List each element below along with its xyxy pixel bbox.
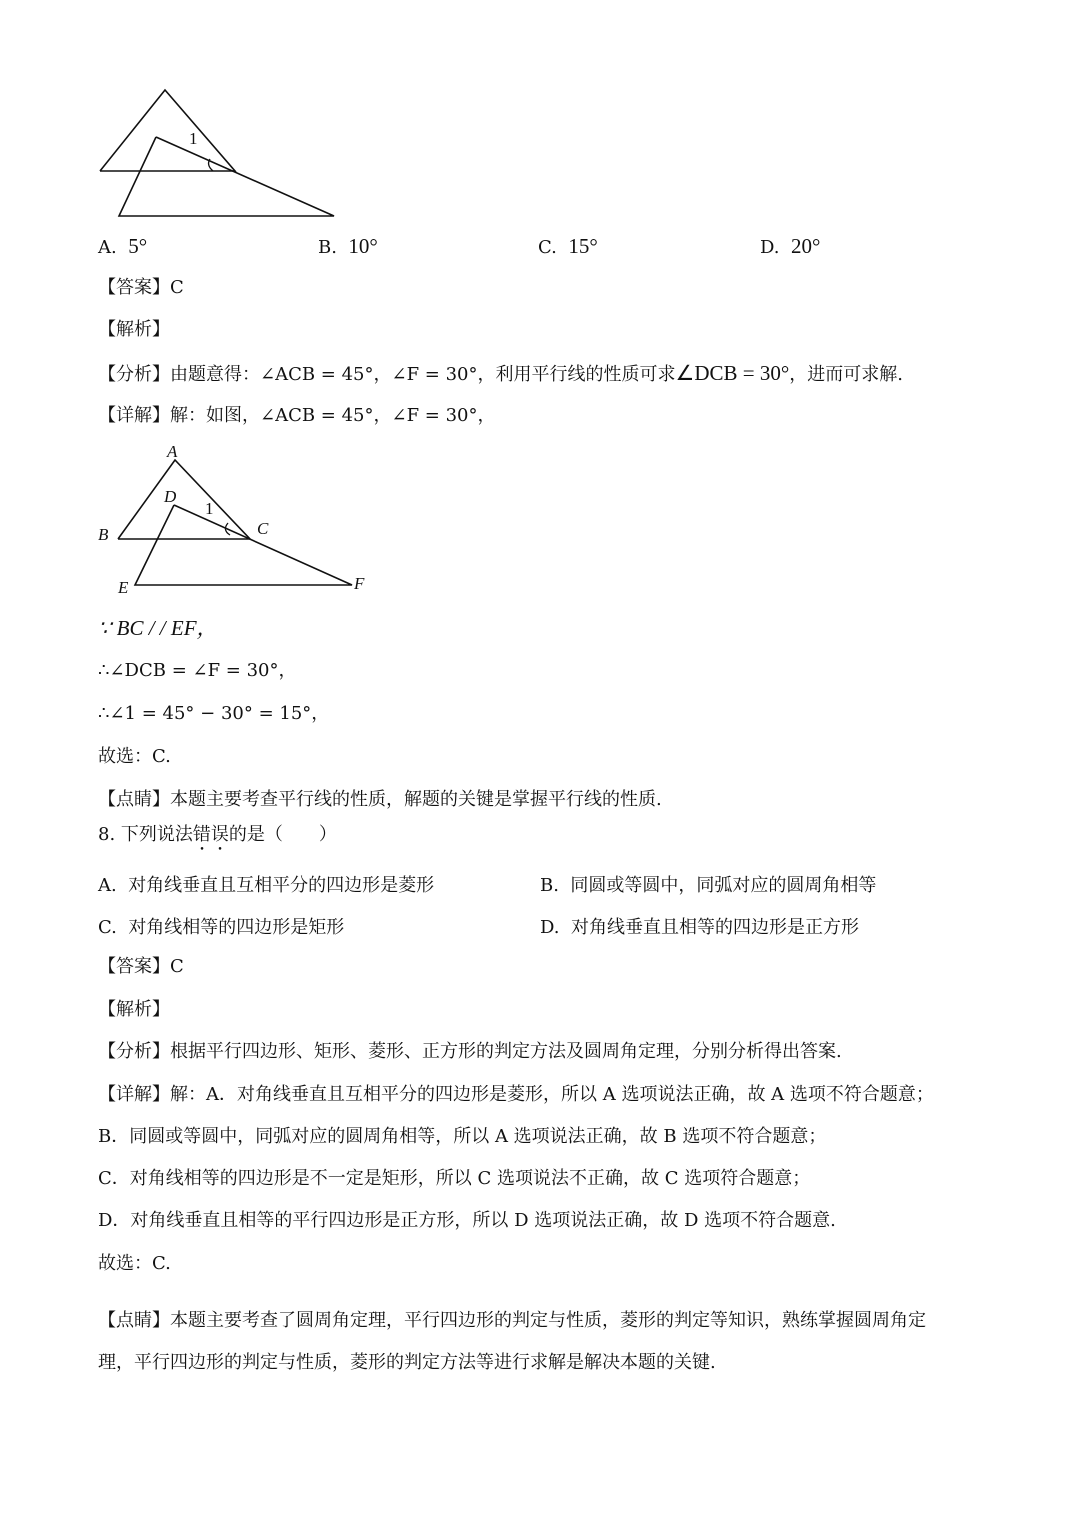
fig2-triangle-abc: [118, 460, 250, 539]
q8-xiangjie-line-2: B．同圆或等圆中，同弧对应的圆周角相等，所以 A 选项说法正确，故 B 选项不符合题意；: [98, 1126, 827, 1147]
q7-option-d: D. 20°: [760, 234, 821, 258]
fig2-label-d: D: [164, 487, 177, 506]
q8-xiangjie-line-3: C．对角线相等的四边形是不一定是矩形，所以 C 选项说法不正确，故 C 选项符合题意；: [98, 1168, 811, 1189]
q7-option-a: A. 5°: [98, 234, 148, 258]
q7-answer: 【答案】C: [98, 277, 184, 298]
q8-option-a: A. 对角线垂直且互相平分的四边形是菱形: [98, 875, 435, 896]
q7-step-3: ∴∠1 = 45° − 30° = 15°，: [98, 703, 330, 724]
q8-stem: 8. 下列说法错误的是（ ）: [98, 824, 337, 845]
q7-option-b: B. 10°: [318, 234, 378, 258]
fig2-label-b: B: [98, 525, 109, 544]
fig2-label-c: C: [257, 519, 269, 538]
fig1-angle-label: 1: [189, 129, 198, 148]
q8-option-d: D. 对角线垂直且相等的四边形是正方形: [540, 917, 859, 938]
fig1-big-triangle: [100, 90, 235, 171]
q8-option-b: B. 同圆或等圆中，同弧对应的圆周角相等: [540, 875, 877, 896]
q8-dianjing-line-2: 理，平行四边形的判定与性质，菱形的判定方法等进行求解是解决本题的关键.: [98, 1352, 716, 1373]
q8-xiangjie-line-4: D．对角线垂直且相等的平行四边形是正方形，所以 D 选项说法正确，故 D 选项不符合题意.: [98, 1210, 836, 1231]
figure-triangles-2: [110, 455, 390, 595]
fig1-small-triangle: [119, 137, 334, 216]
q8-xiangjie-line-1: 【详解】解：A．对角线垂直且互相平分的四边形是菱形，所以 A 选项说法正确，故 A 选项不符合题意；: [98, 1084, 934, 1105]
q7-option-c: C. 15°: [538, 234, 598, 258]
q7-fenxi: 【分析】由题意得：∠ACB = 45°，∠F = 30°，利用平行线的性质可求∠DCB = 30°，进而可求解.: [98, 361, 903, 385]
q8-option-c: C. 对角线相等的四边形是矩形: [98, 917, 345, 938]
figure-triangles-1: [90, 85, 350, 225]
q8-dianjing-line-1: 【点睛】本题主要考查了圆周角定理，平行四边形的判定与性质，菱形的判定等知识，熟练掌握圆周角定: [98, 1310, 926, 1331]
q7-xiangjie: 【详解】解：如图，∠ACB = 45°，∠F = 30°，: [98, 405, 496, 426]
q8-fenxi: 【分析】根据平行四边形、矩形、菱形、正方形的判定方法及圆周角定理，分别分析得出答案.: [98, 1041, 842, 1062]
fig2-label-a: A: [167, 442, 178, 461]
q8-answer: 【答案】C: [98, 956, 184, 977]
fig2-label-1: 1: [205, 499, 214, 518]
q7-dianjing: 【点睛】本题主要考查平行线的性质，解题的关键是掌握平行线的性质.: [98, 789, 662, 810]
fig2-label-e: E: [118, 578, 129, 597]
fig2-label-f: F: [354, 574, 365, 593]
q8-choose: 故选：C.: [98, 1253, 171, 1274]
q7-step-2: ∴∠DCB = ∠F = 30°，: [98, 660, 297, 681]
q7-analysis-head: 【解析】: [98, 319, 170, 340]
q7-choose: 故选：C.: [98, 746, 171, 767]
fig2-triangle-def: [135, 505, 352, 585]
q7-step-1: ∵ BC / / EF，: [98, 616, 218, 640]
q8-analysis-head: 【解析】: [98, 999, 170, 1020]
